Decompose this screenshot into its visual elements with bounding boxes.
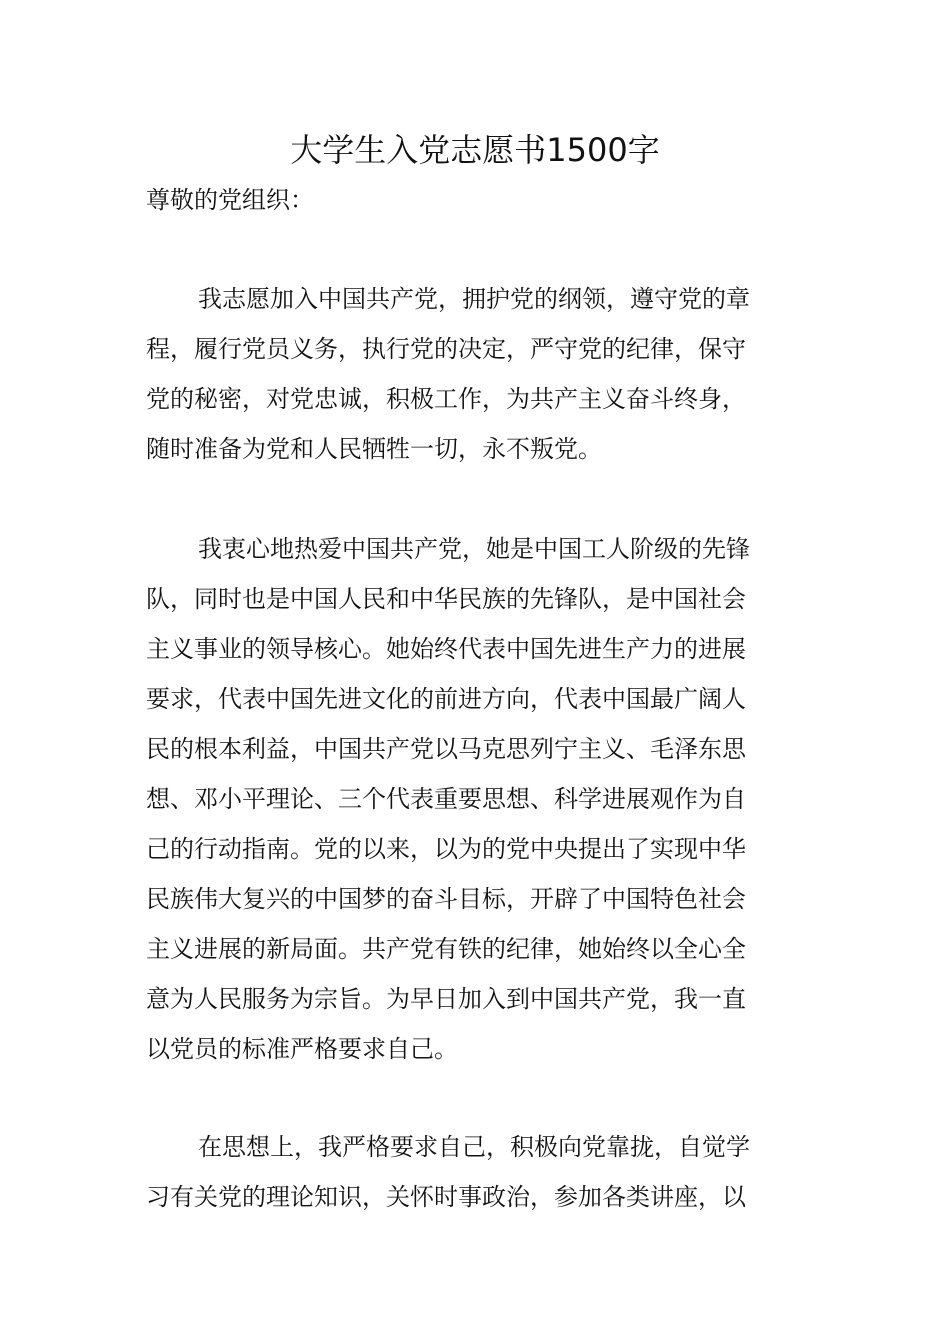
paragraph-line: 程，履行党员义务，执行党的决定，严守党的纪律，保守 xyxy=(146,335,746,363)
paragraph-line: 要求，代表中国先进文化的前进方向，代表中国最广阔人 xyxy=(146,685,746,713)
paragraph-line: 我衷心地热爱中国共产党，她是中国工人阶级的先锋 xyxy=(198,535,750,563)
paragraph-line: 以党员的标准严格要求自己。 xyxy=(146,1035,458,1063)
paragraph-line: 民的根本利益，中国共产党以马克思列宁主义、毛泽东思 xyxy=(146,735,746,763)
paragraph-1 xyxy=(146,274,806,474)
paragraph-line: 我志愿加入中国共产党，拥护党的纲领，遵守党的章 xyxy=(198,285,750,313)
paragraph-line: 意为人民服务为宗旨。为早日加入到中国共产党，我一直 xyxy=(146,985,746,1013)
paragraph-3 xyxy=(146,1122,806,1222)
paragraph-line: 己的行动指南。党的以来，以为的党中央提出了实现中华 xyxy=(146,835,746,863)
paragraph-line: 队，同时也是中国人民和中华民族的先锋队，是中国社会 xyxy=(146,585,746,613)
document-title: 大学生入党志愿书1500字 xyxy=(290,131,660,169)
paragraph-line: 在思想上，我严格要求自己，积极向党靠拢，自觉学 xyxy=(198,1133,750,1161)
paragraph-line: 随时准备为党和人民牺牲一切，永不叛党。 xyxy=(146,435,602,463)
paragraph-line: 党的秘密，对党忠诚，积极工作，为共产主义奋斗终身， xyxy=(146,385,746,413)
paragraph-line: 习有关党的理论知识，关怀时事政治，参加各类讲座，以 xyxy=(146,1183,746,1211)
paragraph-line: 主义事业的领导核心。她始终代表中国先进生产力的进展 xyxy=(146,635,746,663)
paragraph-line: 民族伟大复兴的中国梦的奋斗目标，开辟了中国特色社会 xyxy=(146,885,746,913)
paragraph-line: 主义进展的新局面。共产党有铁的纪律，她始终以全心全 xyxy=(146,935,746,963)
salutation: 尊敬的党组织： xyxy=(146,186,314,214)
paragraph-line: 想、邓小平理论、三个代表重要思想、科学进展观作为自 xyxy=(146,785,746,813)
paragraph-2 xyxy=(146,524,806,1074)
